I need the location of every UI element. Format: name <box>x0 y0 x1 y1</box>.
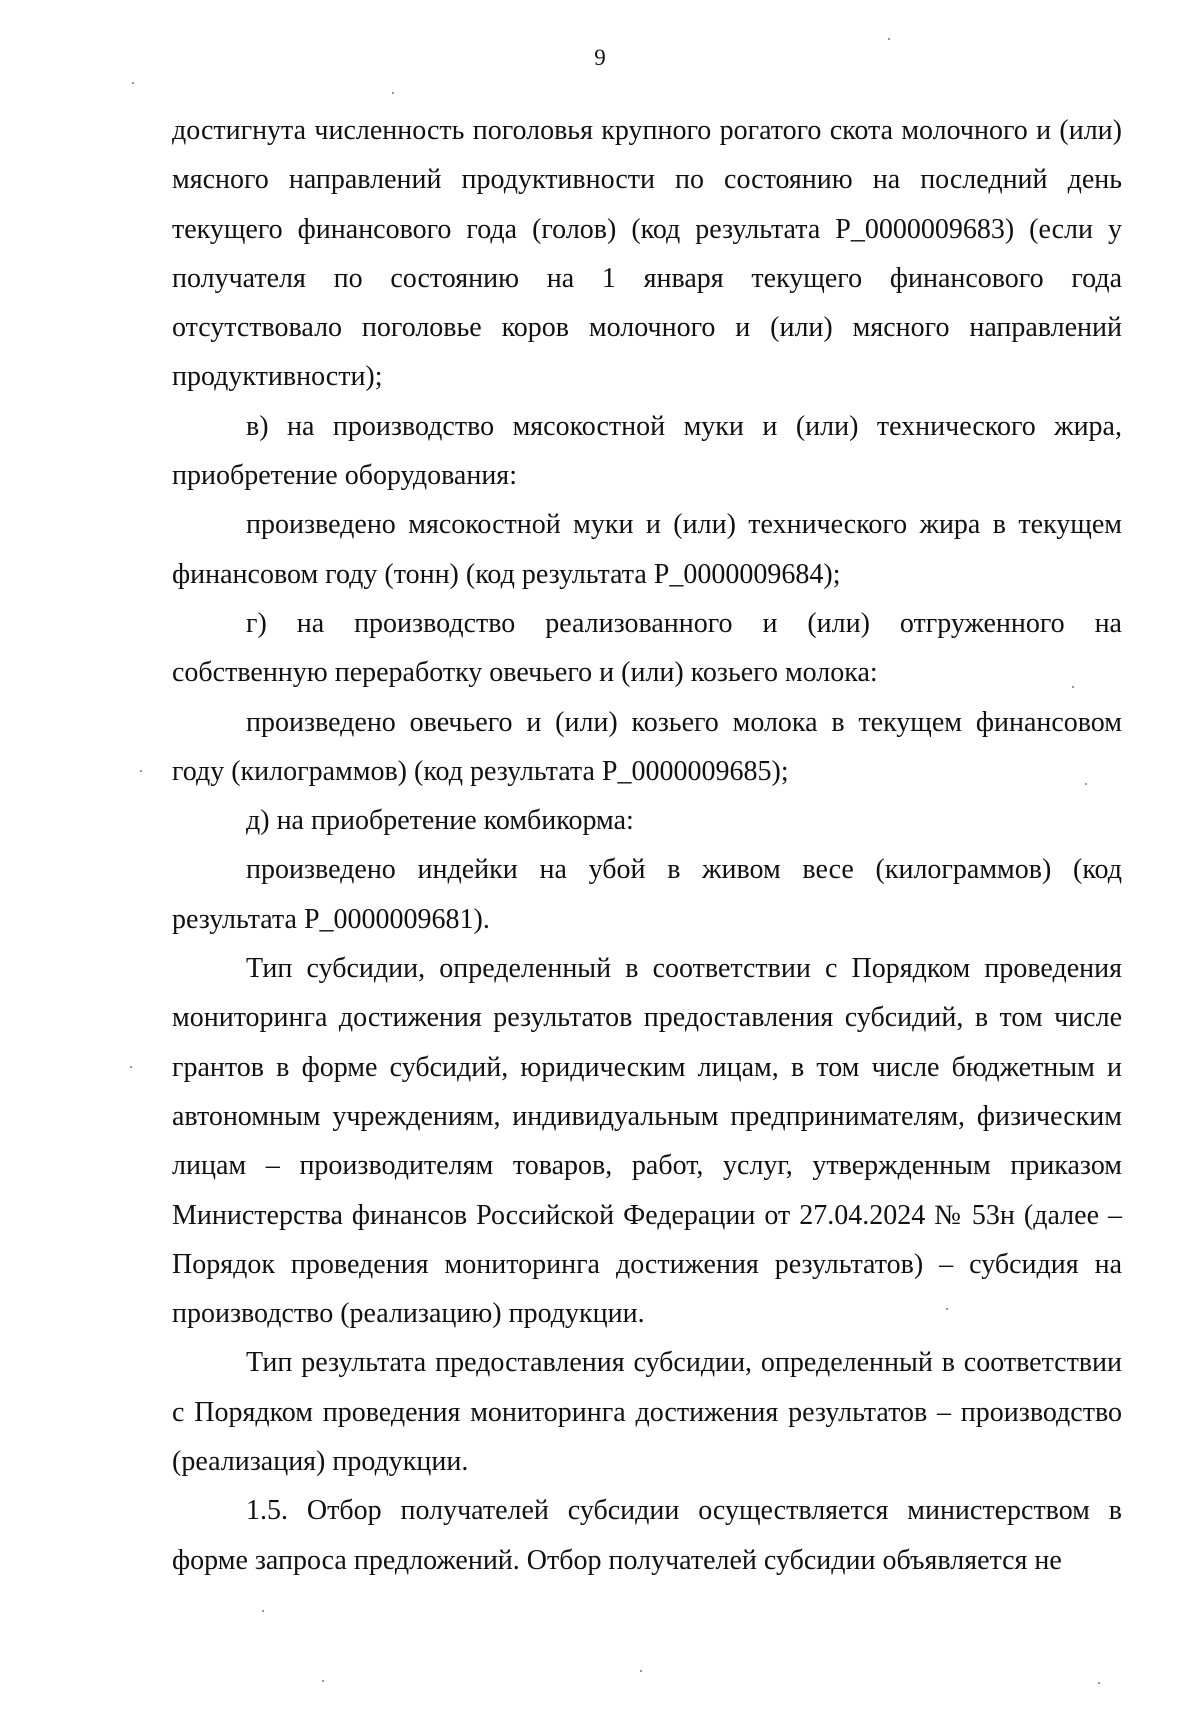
scan-speck <box>1085 783 1087 785</box>
scan-speck <box>262 1610 264 1612</box>
scan-speck <box>1072 686 1074 688</box>
paragraph-subsidy-type: Тип субсидии, определенный в соответствии с Порядком проведения мониторинга достижения результатов предоставления субсидий, в том числе грантов в форме субсидий, юридическим лицам, в том числе бюджетным и автономным учреждениям, индивидуальным предпринимателям, физическим лицам – производителям товаров, работ, услуг, утвержденным приказом Министерства финансов Российской Федерации от 27.04.2024 № 53н (далее – Порядок проведения мониторинга достижения результатов) – субсидия на производство (реализацию) продукции. <box>172 953 1122 1330</box>
scan-speck <box>140 770 142 772</box>
document-body <box>172 106 1122 1585</box>
scan-speck <box>322 1680 324 1682</box>
paragraph-result-v: произведено мясокостной муки и (или) технического жира в текущем финансовом году (тонн) (код результата Р_0000009684); <box>172 509 1122 590</box>
paragraph-section-1-5: 1.5. Отбор получателей субсидии осуществляется министерством в форме запроса предложений. Отбор получателей субсидии объявляется не <box>172 1495 1122 1576</box>
paragraph-item-d: д) на приобретение комбикорма: <box>246 805 634 837</box>
paragraph-result-g: произведено овечьего и (или) козьего молока в текущем финансовом году (килограммов) (код результата Р_0000009685); <box>172 706 1122 787</box>
scan-speck <box>130 1066 132 1068</box>
scan-speck <box>946 1308 948 1310</box>
scan-speck <box>888 38 890 40</box>
scan-speck <box>132 82 134 84</box>
paragraph-result-type: Тип результата предоставления субсидии, определенный в соответствии с Порядком проведения мониторинга достижения результатов – производство (реализация) продукции. <box>172 1347 1122 1478</box>
paragraph-item-v: в) на производство мясокостной муки и (или) технического жира, приобретение оборудования: <box>172 410 1122 492</box>
paragraph-item-g: г) на производство реализованного и (или) отгруженного на собственную переработку овечьего и (или) козьего молока: <box>172 607 1122 689</box>
page-number: 9 <box>594 45 606 70</box>
scan-speck <box>640 1670 642 1672</box>
paragraph-continuation: достигнута численность поголовья крупного рогатого скота молочного и (или) мясного направлений продуктивности по состоянию на последний день текущего финансового года (голов) (код результата Р_0000009683) (если у получателя по состоянию на 1 января текущего финансового года отсутствовало поголовье коров молочного и (или) мясного направлений продуктивности); <box>172 115 1122 393</box>
scan-speck <box>1098 1682 1100 1684</box>
paragraph-result-d: произведено индейки на убой в живом весе (килограммов) (код результата Р_0000009681). <box>172 854 1122 935</box>
scan-speck <box>392 92 394 94</box>
